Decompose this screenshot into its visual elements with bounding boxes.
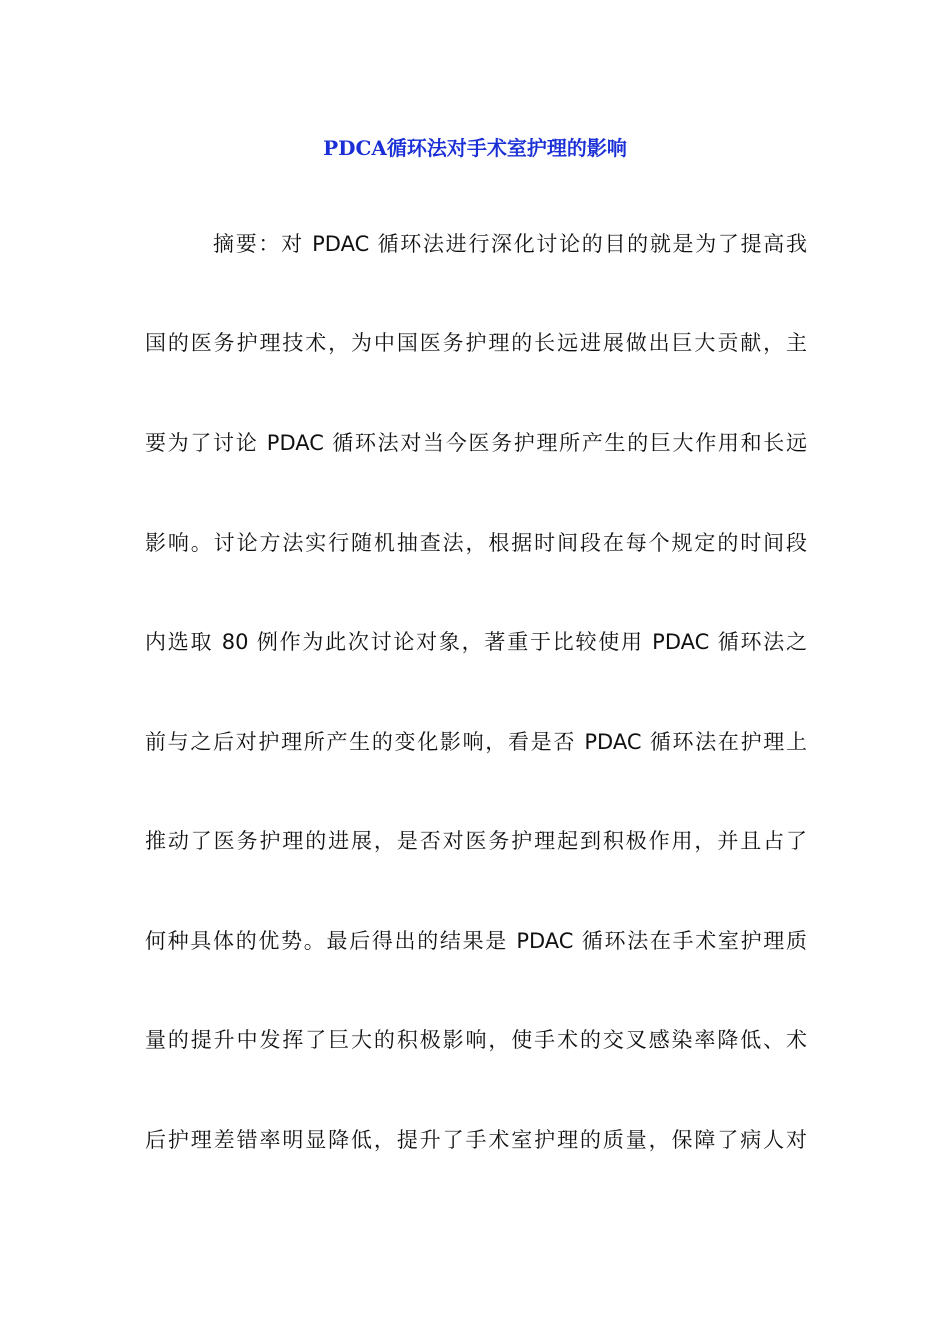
abstract-line-1: 摘要：对 PDAC 循环法进行深化讨论的目的就是为了提高我 bbox=[213, 232, 807, 256]
abstract-line-6: 前与之后对护理所产生的变化影响，看是否 PDAC 循环法在护理上 bbox=[145, 730, 807, 754]
abstract-line-3: 要为了讨论 PDAC 循环法对当今医务护理所产生的巨大作用和长远 bbox=[145, 431, 807, 455]
abstract-line-10: 后护理差错率明显降低，提升了手术室护理的质量，保障了病人对 bbox=[145, 1128, 807, 1152]
abstract-line-7: 推动了医务护理的进展，是否对医务护理起到积极作用，并且占了 bbox=[145, 829, 807, 853]
abstract-line-9: 量的提升中发挥了巨大的积极影响，使手术的交叉感染率降低、术 bbox=[145, 1028, 807, 1052]
abstract-line-8: 何种具体的优势。最后得出的结果是 PDAC 循环法在手术室护理质 bbox=[145, 929, 807, 953]
abstract-line-2: 国的医务护理技术，为中国医务护理的长远进展做出巨大贡献，主 bbox=[145, 331, 807, 355]
abstract-line-4: 影响。讨论方法实行随机抽查法，根据时间段在每个规定的时间段 bbox=[145, 531, 807, 555]
abstract-line-5: 内选取 80 例作为此次讨论对象，著重于比较使用 PDAC 循环法之 bbox=[145, 630, 807, 654]
document-title: PDCA循环法对手术室护理的影响 bbox=[323, 136, 627, 160]
